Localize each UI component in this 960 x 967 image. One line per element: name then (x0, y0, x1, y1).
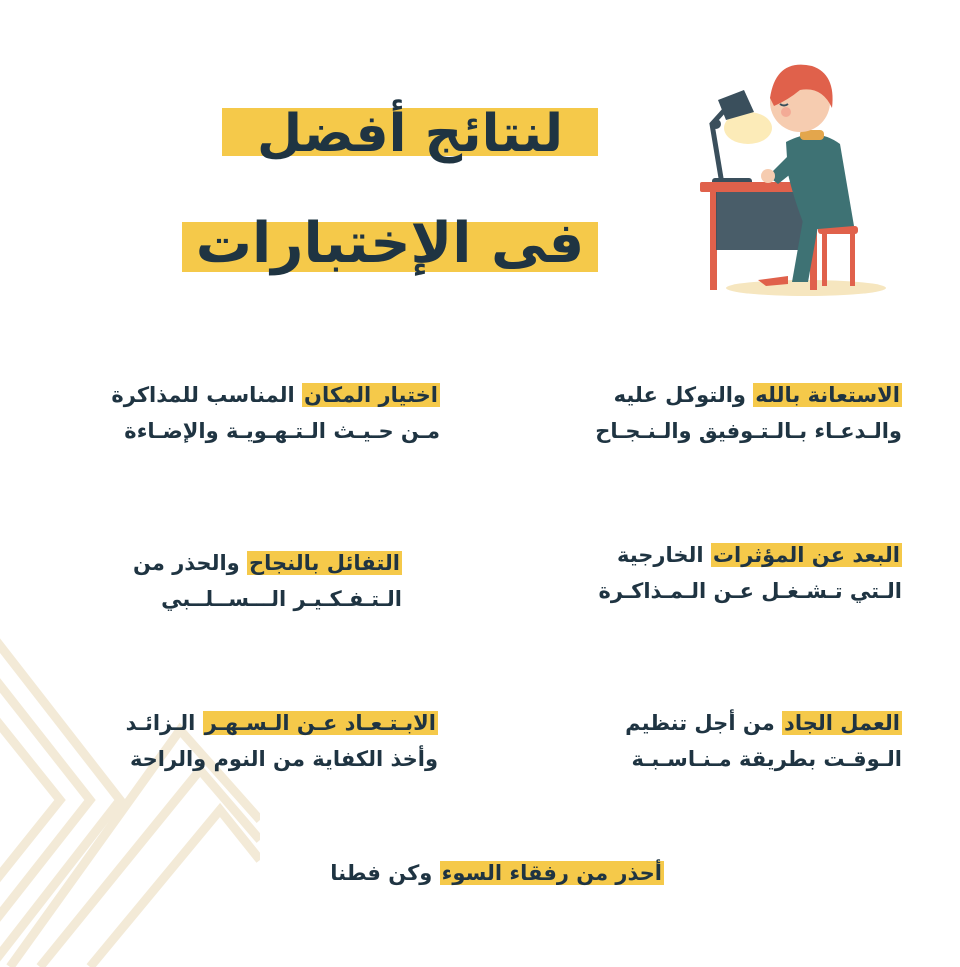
tip-sleep-well (126, 705, 438, 777)
tip-line-2: مـن حـيـث الـتـهـويـة والإضـاءة (124, 419, 440, 443)
decorative-pattern (0, 600, 260, 967)
tip-choose-place (111, 377, 440, 449)
tip-line-2: وأخذ الكفاية من النوم والراحة (129, 747, 438, 771)
tip-highlight: التفائل بالنجاح (249, 551, 400, 575)
tip-line-1 (625, 705, 902, 741)
tip-line-2: الـوقـت بطريقة مـنـاسـبـة (631, 747, 902, 771)
tip-line-1 (126, 705, 438, 741)
tip-hard-work (625, 705, 902, 777)
tip-seek-gods-help (595, 377, 902, 449)
tip-line-1 (111, 377, 440, 413)
tip-text: وكن فطنا (330, 861, 440, 885)
tip-text: الخارجية (616, 543, 711, 567)
tip-highlight: اختيار المكان (304, 383, 438, 407)
tip-line-2: والـدعـاء بـالـتـوفيق والـنـجـاح (595, 419, 902, 443)
tip-optimism (133, 545, 402, 617)
tip-text: والحذر من (133, 551, 248, 575)
tip-line-1 (133, 545, 402, 581)
student-studying-at-desk-icon (696, 40, 896, 310)
tip-highlight: الابـتـعـاد عـن الـسـهـر (204, 711, 436, 735)
tip-line-2: الـتي تـشـغـل عـن الـمـذاكـرة (598, 579, 902, 603)
tip-highlight: العمل الجاد (784, 711, 900, 735)
tip-text: والتوكل عليه (613, 383, 754, 407)
tip-highlight: أحذر من رفقاء السوء (441, 861, 662, 885)
tip-line-1 (598, 537, 902, 573)
tip-highlight: البعد عن المؤثرات (712, 543, 900, 567)
tip-line-2: الـتـفـكـيـر الـــســلــبي (161, 587, 402, 611)
title-line-1 (222, 96, 598, 172)
page-title (182, 96, 598, 286)
title-line-1-text: لنتائج أفضل (256, 104, 564, 164)
tip-text: المناسب للمذاكرة (111, 383, 303, 407)
tip-avoid-distractions (598, 537, 902, 609)
tip-text: الـزائـد (125, 711, 203, 735)
tip-text: من أجل تنظيم (625, 711, 783, 735)
tip-highlight: الاستعانة بالله (755, 383, 900, 407)
title-line-2-text: فى الإختبارات (195, 211, 585, 276)
tip-line-1 (330, 855, 664, 891)
tip-avoid-bad-company (330, 855, 664, 891)
tip-line-1 (595, 377, 902, 413)
title-line-2 (182, 202, 598, 286)
